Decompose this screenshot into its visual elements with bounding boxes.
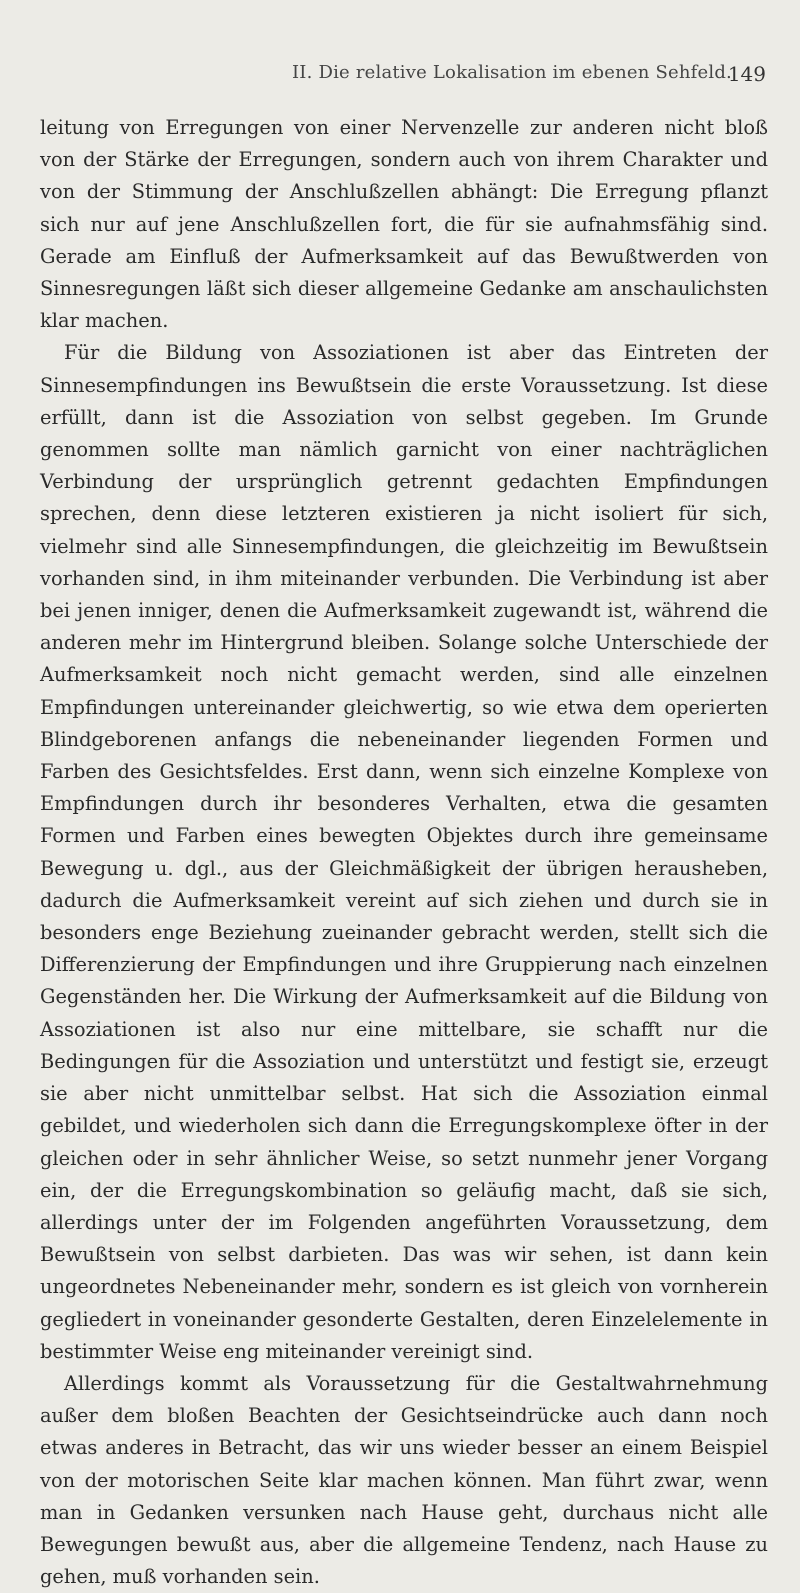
body-text (40, 112, 768, 1593)
paragraph: Für die Bildung von Assoziationen ist aber das Eintreten der Sinnesempfindungen ins Bewußtsein die erste Voraussetzung. Ist diese erfüllt, dann ist die Assoziation von selbst gegeben. Im Grunde genommen sollte man nämlich garnicht von einer nachträglichen Verbindung der ursprünglich getrennt gedachten Empfindungen sprechen, denn diese letzteren existieren ja nicht isoliert für sich, vielmehr sind alle Sinnesempfindungen, die gleichzeitig im Bewußtsein vorhanden sind, in ihm miteinander verbunden. Die Verbindung ist aber bei jenen inniger, denen die Aufmerksamkeit zugewandt ist, während die anderen mehr im Hintergrund bleiben. Solange solche Unterschiede der Aufmerksamkeit noch nicht gemacht werden, sind alle einzelnen Empfindungen untereinander gleichwertig, so wie etwa dem operierten Blindgeborenen anfangs die nebeneinander liegenden Formen und Farben des Gesichtsfeldes. Erst dann, wenn sich einzelne Komplexe von Empfindungen durch ihr besonderes Verhalten, etwa die gesamten Formen und Farben eines bewegten Objektes durch ihre gemeinsame Bewegung u. dgl., aus der Gleichmäßigkeit der übrigen herausheben, dadurch die Aufmerksamkeit vereint auf sich ziehen und durch sie in besonders enge Beziehung zueinander gebracht werden, stellt sich die Differenzierung der Empfindungen und ihre Gruppierung nach einzelnen Gegenständen her. Die Wirkung der Aufmerksamkeit auf die Bildung von Assoziationen ist also nur eine mittelbare, sie schafft nur die Bedingungen für die Assoziation und unterstützt und festigt sie, erzeugt sie aber nicht unmittelbar selbst. Hat sich die Assoziation einmal gebildet, und wiederholen sich dann die Erregungskomplexe öfter in der gleichen oder in sehr ähnlicher Weise, so setzt nunmehr jener Vorgang ein, der die Erregungskombination so geläufig macht, daß sie sich, allerdings unter der im Folgenden angeführten Voraussetzung, dem Bewußtsein von selbst darbieten. Das was wir sehen, ist dann kein ungeordnetes Nebeneinander mehr, sondern es ist gleich von vornherein gegliedert in voneinander gesonderte Gestalten, deren Einzelelemente in bestimmter Weise eng miteinander vereinigt sind. (40, 341, 768, 1363)
chapter-title: II. Die relative Lokalisation im ebenen Sehfeld. (292, 62, 732, 83)
paragraph: leitung von Erregungen von einer Nervenzelle zur anderen nicht bloß von der Stärke der Erregungen, sondern auch von ihrem Charakter und von der Stimmung der Anschlußzellen abhängt: Die Erregung pflanzt sich nur auf jene Anschlußzellen fort, die für sie aufnahmsfähig sind. Gerade am Einfluß der Aufmerksamkeit auf das Bewußtwerden von Sinnesregungen läßt sich dieser allgemeine Gedanke am anschaulichsten klar machen. (40, 116, 768, 333)
paragraph: Allerdings kommt als Voraussetzung für die Gestaltwahrnehmung außer dem bloßen Beachten der Gesichtseindrücke auch dann noch etwas anderes in Betracht, das wir uns wieder besser an einem Beispiel von der motorischen Seite klar machen können. Man führt zwar, wenn man in Gedanken versunken nach Hause geht, durchaus nicht alle Bewegungen bewußt aus, aber die allgemeine Tendenz, nach Hause zu gehen, muß vorhanden sein. (40, 1371, 768, 1589)
page-number: 149 (727, 62, 766, 86)
running-head (28, 62, 768, 86)
